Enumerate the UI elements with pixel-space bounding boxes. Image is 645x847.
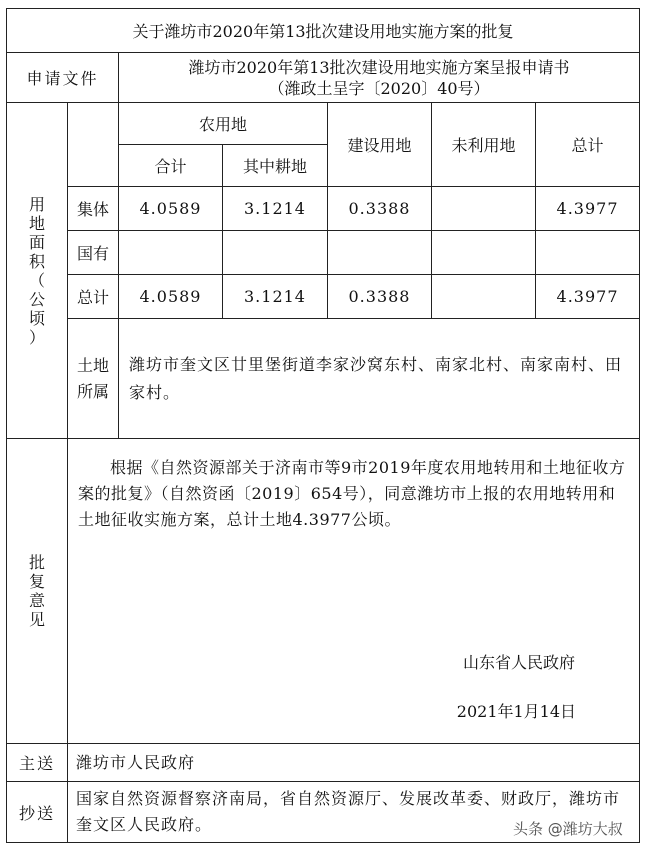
location-label <box>68 319 119 439</box>
header-blank <box>68 103 119 187</box>
side-char: 批 <box>28 553 45 572</box>
opinion-side-label <box>7 439 68 744</box>
header-cultivated: 其中耕地 <box>223 145 328 187</box>
cell-construction: 0.3388 <box>328 275 432 319</box>
cell-subtotal: 4.0589 <box>119 187 223 231</box>
side-char: 复 <box>28 572 45 591</box>
side-char: ） <box>28 327 45 347</box>
cell-unused <box>432 231 536 275</box>
cell-subtotal <box>119 231 223 275</box>
watermark: 头条 @潍坊大叔 <box>513 820 623 838</box>
send-to-value: 潍坊市人民政府 <box>68 744 640 782</box>
cell-cultivated: 3.1214 <box>223 275 328 319</box>
application-label: 申请文件 <box>7 53 119 103</box>
side-char: 顷 <box>28 308 45 328</box>
send-to-label: 主送 <box>7 744 68 782</box>
header-total: 总计 <box>536 103 640 187</box>
cell-total: 4.3977 <box>536 187 640 231</box>
location-text: 潍坊市奎文区廿里堡街道李家沙窝东村、南家北村、南家南村、田家村。 <box>119 319 640 439</box>
opinion-text: 根据《自然资源部关于济南市等9市2019年度农用地转用和土地征收方案的批复》（自然资函〔2019〕654号），同意潍坊市上报的农用地转用和土地征收实施方案，总计土地4.3977公顷。 <box>78 458 626 529</box>
application-line-2: （潍政土呈字〔2020〕40号） <box>268 78 490 98</box>
cell-unused <box>432 275 536 319</box>
header-construction: 建设用地 <box>328 103 432 187</box>
cell-construction <box>328 231 432 275</box>
row-label: 国有 <box>68 231 119 275</box>
document-title: 关于潍坊市2020年第13批次建设用地实施方案的批复 <box>7 9 640 53</box>
cell-construction: 0.3388 <box>328 187 432 231</box>
side-char: 公 <box>28 289 45 309</box>
opinion-body <box>68 439 640 744</box>
side-char: 面 <box>28 232 45 252</box>
row-label: 总计 <box>68 275 119 319</box>
cell-cultivated: 3.1214 <box>223 187 328 231</box>
location-label-line: 土地 <box>76 355 109 375</box>
cell-total: 4.3977 <box>536 275 640 319</box>
side-char: 用 <box>28 194 45 214</box>
signatory: 山东省人民政府 <box>463 653 576 672</box>
copy-to-value: 国家自然资源督察济南局，省自然资源厅、发展改革委、财政厅，潍坊市奎文区人民政府。 <box>68 782 640 843</box>
approval-date: 2021年1月14日 <box>456 702 577 721</box>
table-row <box>7 187 640 231</box>
table-row <box>7 275 640 319</box>
land-area-side-label <box>7 103 68 439</box>
cell-total <box>536 231 640 275</box>
cell-unused <box>432 187 536 231</box>
header-subtotal: 合计 <box>119 145 223 187</box>
side-char: 地 <box>28 213 45 233</box>
location-label-line: 所属 <box>76 381 109 401</box>
application-document <box>119 53 640 103</box>
row-label: 集体 <box>68 187 119 231</box>
approval-table <box>6 8 640 843</box>
table-row <box>7 231 640 275</box>
header-unused: 未利用地 <box>432 103 536 187</box>
cell-cultivated <box>223 231 328 275</box>
copy-to-label: 抄送 <box>7 782 68 843</box>
side-char: （ <box>28 270 45 290</box>
cell-subtotal: 4.0589 <box>119 275 223 319</box>
side-char: 意 <box>28 591 45 610</box>
application-line-1: 潍坊市2020年第13批次建设用地实施方案呈报申请书 <box>188 57 570 77</box>
header-farmland: 农用地 <box>119 103 328 145</box>
side-char: 见 <box>28 610 45 629</box>
side-char: 积 <box>28 251 45 271</box>
